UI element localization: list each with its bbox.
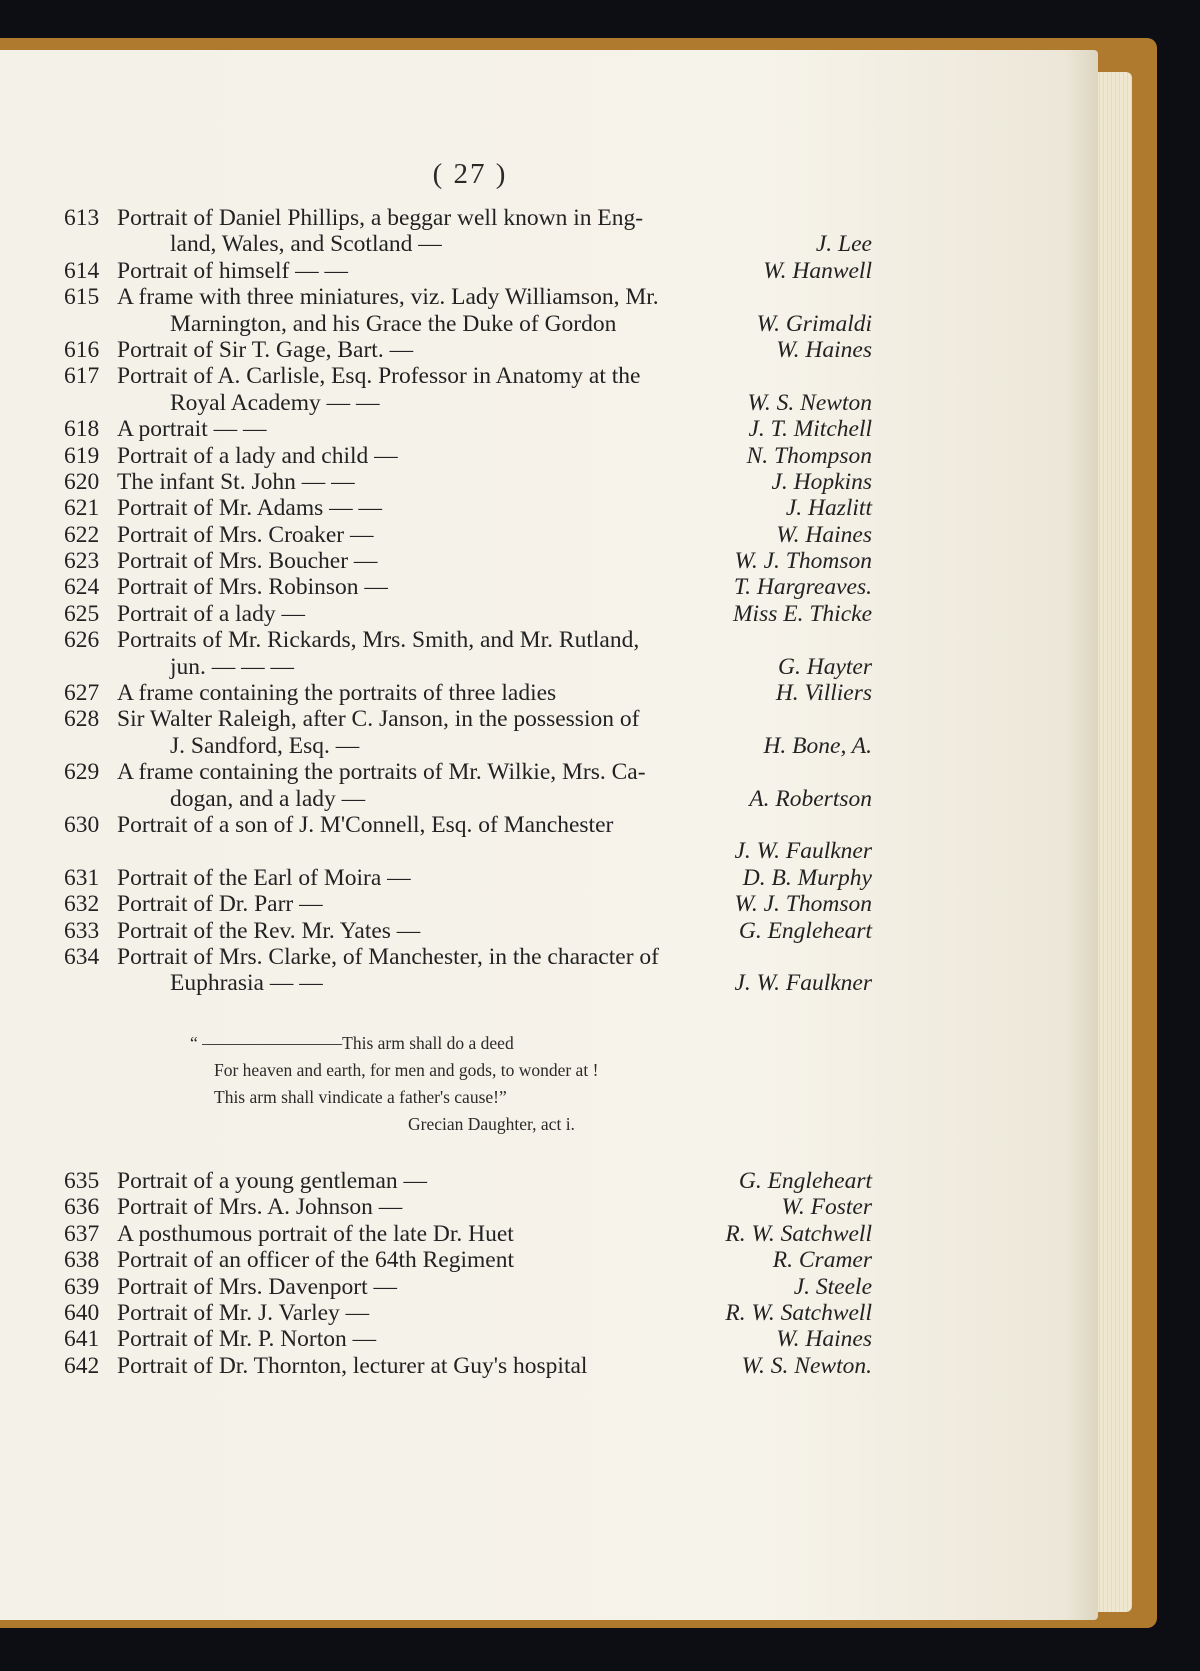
entry-title: Portrait of Mr. J. Varley — [117, 1299, 370, 1326]
entry-line [0, 1221, 880, 1247]
entry-artist: Miss E. Thicke [732, 600, 872, 627]
entry-line [0, 522, 880, 548]
entry-line [0, 733, 880, 759]
entry-title: Portrait of the Earl of Moira — [117, 864, 411, 891]
entry-title: Sir Walter Raleigh, after C. Janson, in the possession of [117, 706, 640, 733]
catalogue-entry [0, 1221, 880, 1247]
entry-title: Marnington, and his Grace the Duke of Gordon [170, 310, 617, 337]
catalogue-entry [0, 1194, 880, 1220]
catalogue-entry [0, 759, 880, 812]
entry-number: 622 [64, 521, 100, 548]
entry-line [0, 944, 880, 970]
entry-artist: D. B. Murphy [742, 864, 872, 891]
catalogue-entry [0, 944, 880, 997]
entry-line [0, 495, 880, 521]
entry-number: 627 [64, 680, 100, 707]
entry-line [0, 601, 880, 627]
catalogue-entry [0, 1247, 880, 1273]
entry-title: Portrait of Mrs. Boucher — [117, 548, 378, 575]
entry-number: 619 [64, 442, 100, 469]
entry-title: Portrait of Mrs. Croaker — [117, 521, 374, 548]
entry-artist: W. Foster [781, 1194, 872, 1221]
catalogue-entries-continued [0, 1168, 880, 1379]
entry-title: Portrait of Dr. Thornton, lecturer at Guy's hospital [117, 1352, 588, 1379]
entry-artist: W. J. Thomson [734, 548, 872, 575]
entry-title: jun. — — — [170, 653, 295, 680]
entry-title: land, Wales, and Scotland — [170, 231, 442, 258]
entry-number: 613 [64, 205, 100, 231]
quotation [190, 1030, 750, 1138]
entry-line [0, 865, 880, 891]
entry-line [0, 786, 880, 812]
entry-number: 628 [64, 706, 100, 733]
entry-line [0, 311, 880, 337]
entry-line [0, 654, 880, 680]
catalogue-entry [0, 363, 880, 416]
catalogue-entry [0, 548, 880, 574]
entry-line [0, 838, 880, 864]
catalogue-entry [0, 443, 880, 469]
entry-line [0, 205, 880, 231]
entry-line [0, 918, 880, 944]
catalogue-entry [0, 258, 880, 284]
entry-title: Portrait of Mrs. Robinson — [117, 574, 388, 601]
entry-artist: W. Haines [776, 1326, 872, 1353]
entry-title: Portrait of the Rev. Mr. Yates — [117, 917, 421, 944]
entry-artist: H. Bone, A. [763, 732, 872, 759]
entry-title: Royal Academy — — [170, 389, 380, 416]
entry-number: 637 [64, 1220, 100, 1247]
entry-artist: W. J. Thomson [734, 891, 872, 918]
entry-line [0, 390, 880, 416]
entry-number: 625 [64, 600, 100, 627]
entry-number: 642 [64, 1352, 100, 1379]
entry-title: Portrait of Mr. Adams — — [117, 495, 383, 522]
entry-line [0, 1300, 880, 1326]
entry-line [0, 231, 880, 257]
entry-artist: N. Thompson [746, 442, 872, 469]
catalogue-entry [0, 1274, 880, 1300]
entry-title: Portrait of Mrs. A. Johnson — [117, 1194, 403, 1221]
catalogue-entry [0, 918, 880, 944]
entry-number: 631 [64, 864, 100, 891]
entry-artist: R. W. Satchwell [725, 1299, 872, 1326]
catalogue-entry [0, 865, 880, 891]
entry-number: 636 [64, 1194, 100, 1221]
catalogue-entry [0, 627, 880, 680]
entry-number: 623 [64, 548, 100, 575]
catalogue-entry [0, 812, 880, 865]
entry-artist: R. Cramer [772, 1247, 872, 1274]
entry-line [0, 891, 880, 917]
entry-title: Portrait of Sir T. Gage, Bart. — [117, 336, 414, 363]
entry-title: Euphrasia — — [170, 970, 323, 997]
entry-title: Portrait of Daniel Phillips, a beggar well known in Eng- [117, 205, 644, 231]
entry-artist: J. T. Mitchell [748, 416, 872, 443]
entry-line [0, 812, 880, 838]
entry-artist: W. Grimaldi [756, 310, 872, 337]
page-number: ( 27 ) [432, 158, 508, 190]
entry-artist: J. Steele [793, 1273, 872, 1300]
entry-title: J. Sandford, Esq. — [170, 732, 360, 759]
entry-line [0, 574, 880, 600]
entry-title: Portrait of A. Carlisle, Esq. Professor in Anatomy at the [117, 363, 641, 390]
entry-artist: W. Haines [776, 521, 872, 548]
entry-number: 633 [64, 917, 100, 944]
entry-artist: T. Hargreaves. [733, 574, 872, 601]
entry-artist: W. Hanwell [763, 257, 872, 284]
entry-line [0, 627, 880, 653]
entry-artist: W. Haines [776, 336, 872, 363]
entry-artist: J. Lee [815, 231, 872, 258]
quote-line: For heaven and earth, for men and gods, to wonder at ! [214, 1060, 599, 1080]
entry-number: 620 [64, 468, 100, 495]
entry-line [0, 1353, 880, 1379]
entry-number: 629 [64, 759, 100, 786]
entry-title: A frame containing the portraits of Mr. Wilkie, Mrs. Ca- [117, 759, 646, 786]
entry-artist: J. Hopkins [771, 468, 872, 495]
entry-number: 616 [64, 336, 100, 363]
entry-line [0, 1326, 880, 1352]
catalogue-entry [0, 601, 880, 627]
entry-title: Portrait of a son of J. M'Connell, Esq. of Manchester [117, 811, 614, 838]
catalogue-entry [0, 706, 880, 759]
entry-artist: W. S. Newton [747, 389, 872, 416]
entry-line [0, 548, 880, 574]
entry-artist: J. W. Faulkner [734, 838, 872, 865]
entry-number: 641 [64, 1326, 100, 1353]
entry-title: dogan, and a lady — [170, 785, 366, 812]
entry-title: A posthumous portrait of the late Dr. Huet [117, 1220, 514, 1247]
quote-line: This arm shall vindicate a father's cause!” [214, 1087, 507, 1107]
entry-number: 639 [64, 1273, 100, 1300]
entry-title: The infant St. John — — [117, 468, 355, 495]
entry-title: Portrait of Mrs. Davenport — [117, 1273, 397, 1300]
entry-number: 615 [64, 284, 100, 311]
entry-title: Portrait of a lady — [117, 600, 305, 627]
entry-line [0, 258, 880, 284]
catalogue-entry [0, 337, 880, 363]
catalogue-entry [0, 284, 880, 337]
entry-title: Portrait of an officer of the 64th Regiment [117, 1247, 514, 1274]
catalogue-entries [0, 205, 880, 997]
entry-artist: H. Villiers [775, 680, 872, 707]
catalogue-entry [0, 574, 880, 600]
catalogue-entry [0, 495, 880, 521]
entry-title: Portrait of himself — — [117, 257, 349, 284]
catalogue-entry [0, 1326, 880, 1352]
catalogue-entry [0, 469, 880, 495]
entry-artist: G. Engleheart [738, 917, 872, 944]
entry-artist: J. Hazlitt [785, 495, 872, 522]
entry-number: 630 [64, 811, 100, 838]
entry-number: 617 [64, 363, 100, 390]
entry-line [0, 1194, 880, 1220]
entry-line [0, 469, 880, 495]
entry-line [0, 284, 880, 310]
entry-number: 640 [64, 1299, 100, 1326]
catalogue-entry [0, 1300, 880, 1326]
entry-artist: R. W. Satchwell [725, 1220, 872, 1247]
entry-line [0, 1274, 880, 1300]
entry-title: Portrait of Mr. P. Norton — [117, 1326, 377, 1353]
entry-line [0, 1247, 880, 1273]
entry-title: Portrait of a lady and child — [117, 442, 398, 469]
entry-number: 614 [64, 257, 100, 284]
entry-title: Portrait of Dr. Parr — [117, 891, 323, 918]
entry-number: 626 [64, 627, 100, 654]
entry-artist: W. S. Newton. [741, 1352, 872, 1379]
catalogue-entry [0, 416, 880, 442]
entry-title: Portraits of Mr. Rickards, Mrs. Smith, and Mr. Rutland, [117, 627, 640, 654]
entry-artist: G. Engleheart [738, 1168, 872, 1194]
catalogue-entry [0, 891, 880, 917]
entry-line [0, 337, 880, 363]
entry-title: Portrait of Mrs. Clarke, of Manchester, in the character of [117, 943, 659, 970]
entry-line [0, 416, 880, 442]
entry-title: A frame containing the portraits of three ladies [117, 680, 557, 707]
entry-artist: J. W. Faulkner [734, 970, 872, 997]
entry-line [0, 680, 880, 706]
entry-line [0, 363, 880, 389]
entry-number: 635 [64, 1168, 100, 1194]
catalogue-entry [0, 1168, 880, 1194]
entry-number: 624 [64, 574, 100, 601]
entry-title: A frame with three miniatures, viz. Lady Williamson, Mr. [117, 284, 659, 311]
entry-number: 618 [64, 416, 100, 443]
entry-title: Portrait of a young gentleman — [117, 1168, 427, 1194]
entry-artist: G. Hayter [778, 653, 872, 680]
entry-line [0, 1168, 880, 1194]
entry-artist: A. Robertson [749, 785, 872, 812]
catalogue-entry [0, 1353, 880, 1379]
entry-line [0, 443, 880, 469]
entry-number: 632 [64, 891, 100, 918]
entry-number: 621 [64, 495, 100, 522]
quote-line: “ ————————This arm shall do a deed [190, 1033, 514, 1053]
entry-line [0, 706, 880, 732]
catalogue-entry [0, 205, 880, 258]
entry-number: 634 [64, 943, 100, 970]
quote-source: Grecian Daughter, act i. [408, 1114, 575, 1134]
entry-line [0, 970, 880, 996]
catalogue-entry [0, 680, 880, 706]
entry-title: A portrait — — [117, 416, 267, 443]
catalogue-entry [0, 522, 880, 548]
entry-number: 638 [64, 1247, 100, 1274]
entry-line [0, 759, 880, 785]
